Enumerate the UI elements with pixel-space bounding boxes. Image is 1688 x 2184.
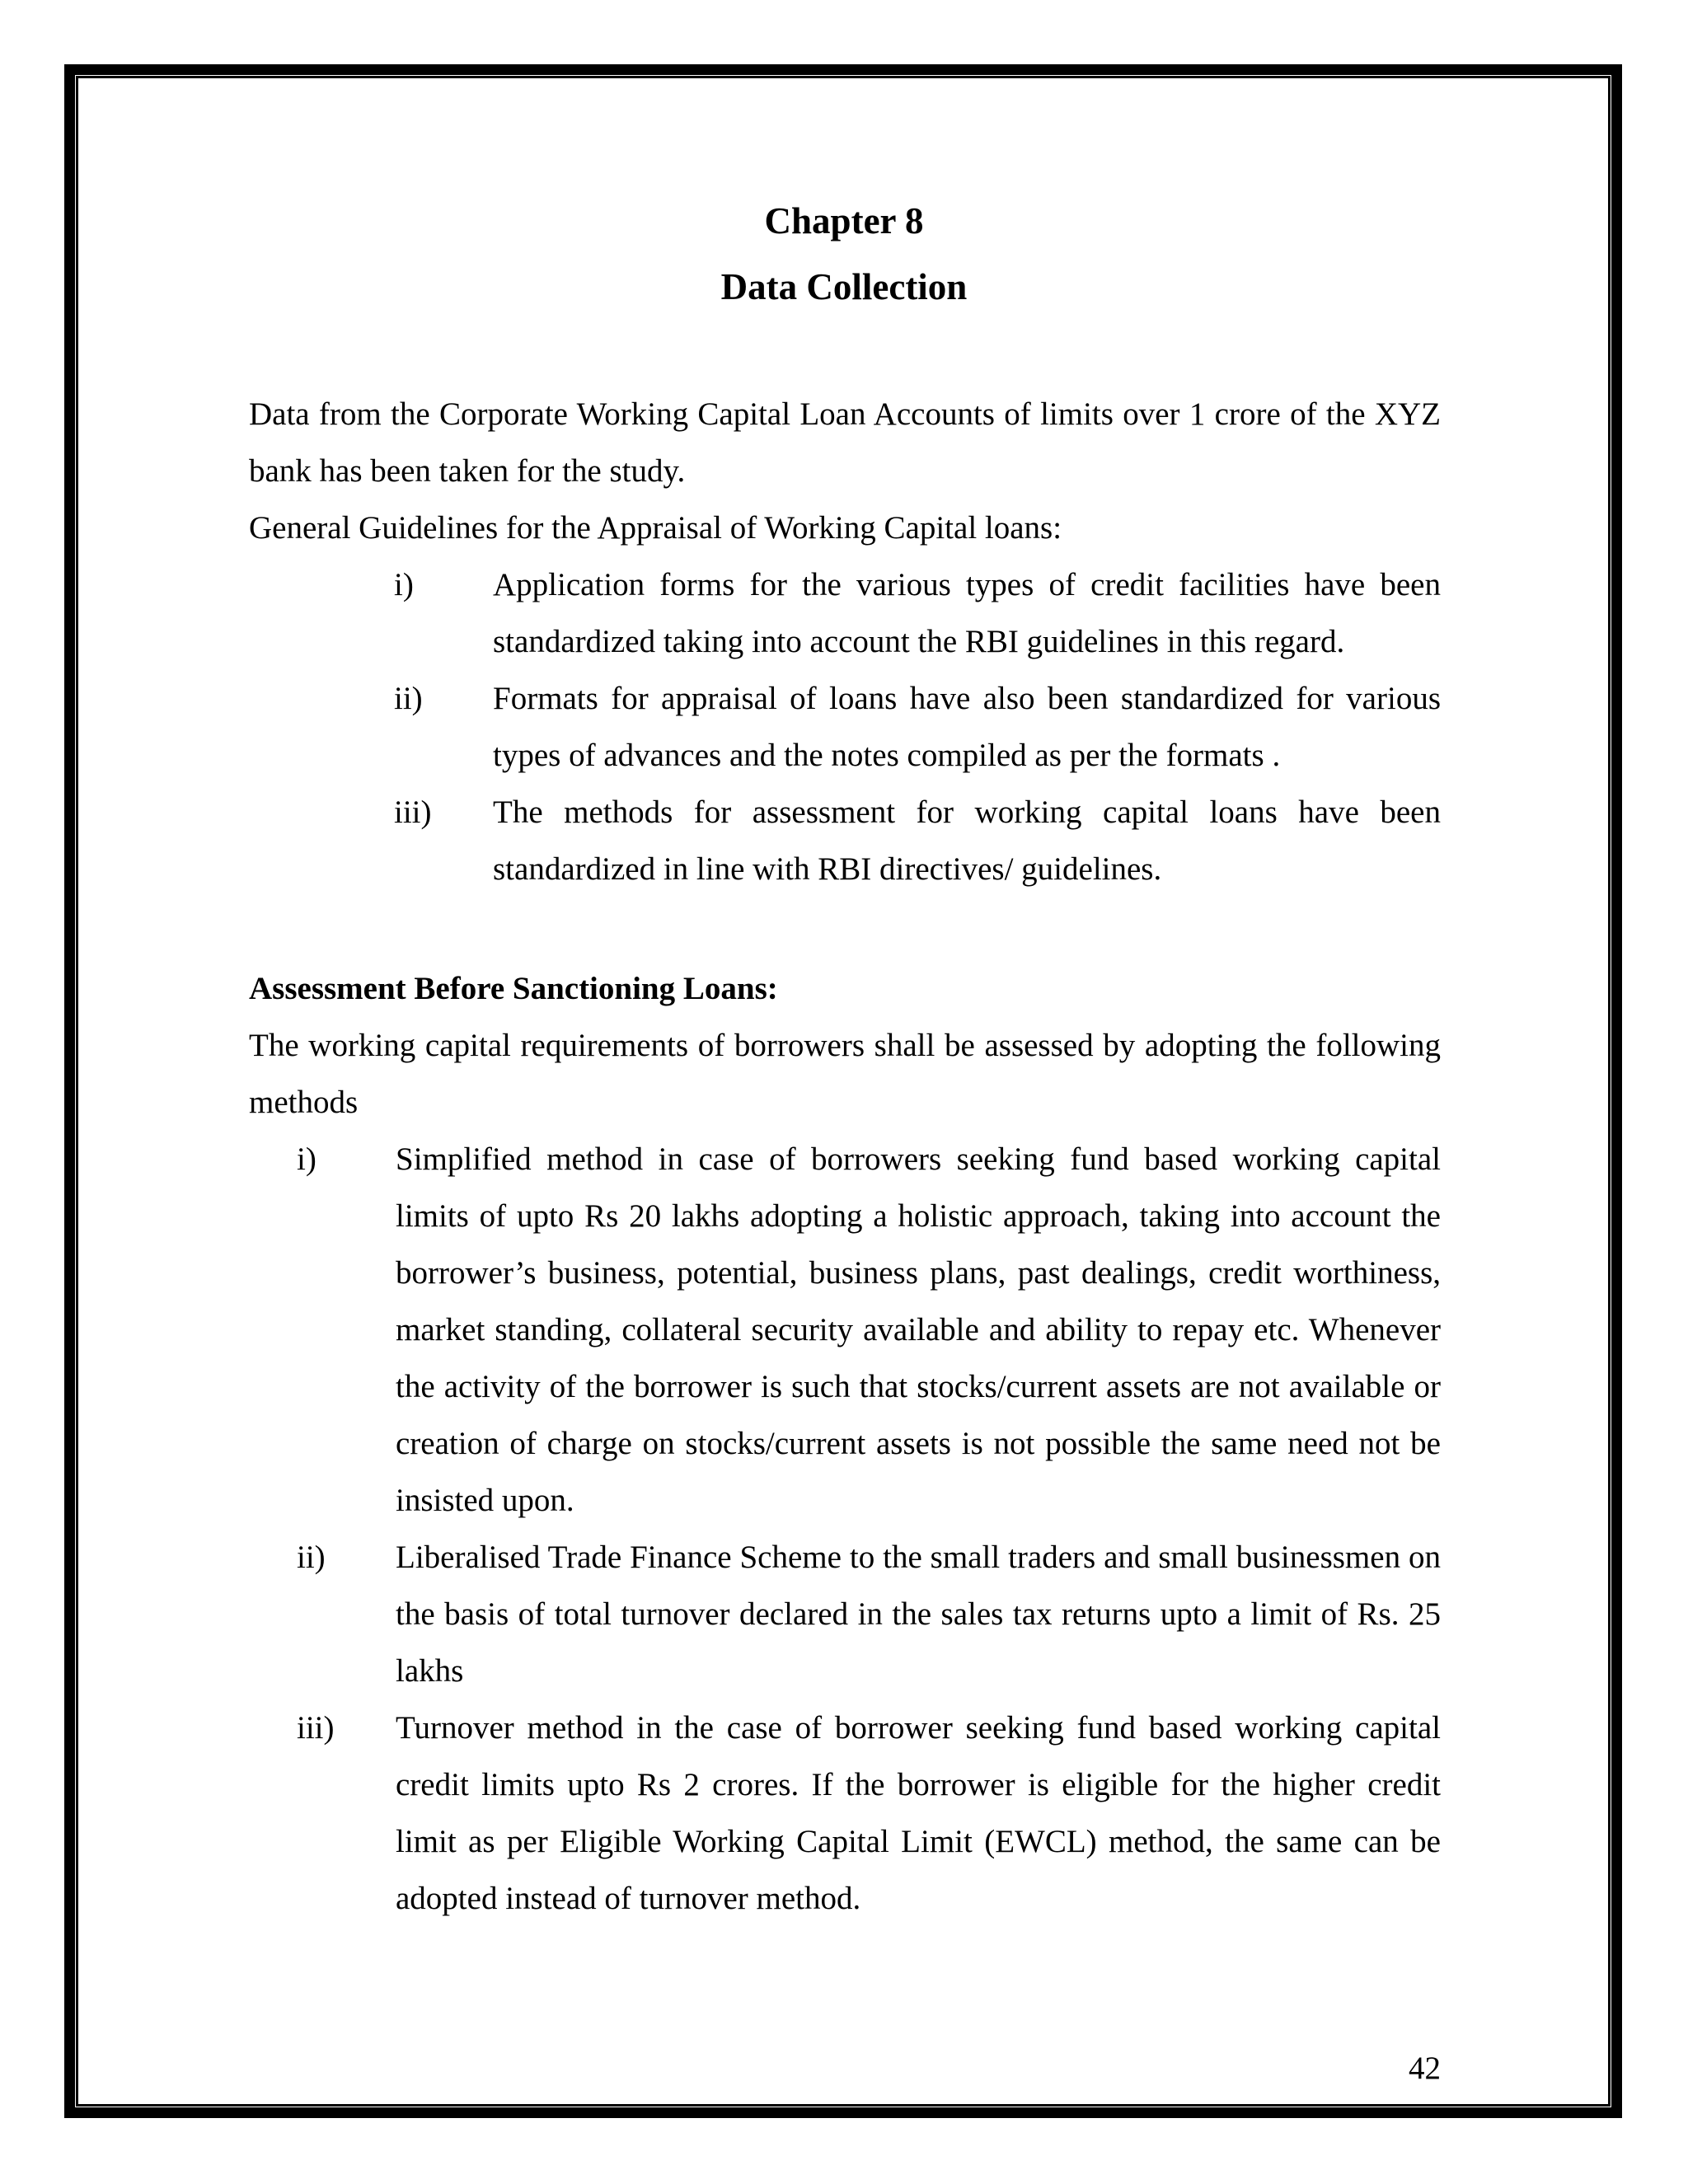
method-number: iii) (297, 1710, 335, 1746)
guideline-number: i) (394, 567, 414, 602)
method-text: Turnover method in the case of borrower seeking fund based working capital credit limits upto Rs 2 crores. If the borrower is eligible for the higher credit limit as per Eligible Working Capital Limit (EWCL) method, the same can be adopted instead of turnover method. (396, 1710, 1441, 1916)
intro-paragraph: Data from the Corporate Working Capital Loan Accounts of limits over 1 crore of the XYZ bank has been taken for the study. (249, 396, 1441, 489)
assessment-heading: Assessment Before Sanctioning Loans: (249, 971, 778, 1006)
assessment-paragraph: The working capital requirements of borrowers shall be assessed by adopting the following methods (249, 1028, 1441, 1120)
chapter-title: Chapter 8 (764, 200, 924, 241)
method-text: Liberalised Trade Finance Scheme to the small traders and small businessmen on the basis of total turnover declared in the sales tax returns upto a limit of Rs. 25 lakhs (396, 1540, 1441, 1689)
page-number: 42 (1409, 2050, 1441, 2086)
guideline-number: iii) (394, 794, 432, 830)
guideline-text: Formats for appraisal of loans have also been standardized for various types of advances and the notes compiled as per the formats . (493, 681, 1441, 773)
section-title: Data Collection (720, 266, 968, 307)
method-number: i) (297, 1141, 316, 1177)
guideline-number: ii) (394, 681, 423, 716)
guideline-text: The methods for assessment for working capital loans have been standardized in line with RBI directives/ guidelines. (493, 794, 1441, 887)
guidelines-heading: General Guidelines for the Appraisal of Working Capital loans: (249, 510, 1062, 546)
method-text: Simplified method in case of borrowers seeking fund based working capital limits of upto Rs 20 lakhs adopting a holistic approach, taking into account the borrower’s business, potential, business plans, past dealings, credit worthiness, market standing, collateral security available and ability to repay etc. Whenever the activity of the borrower is such that stocks/current assets are not available or creation of charge on stocks/current assets is not possible the same need not be insisted upon. (396, 1141, 1441, 1518)
guideline-text: Application forms for the various types of credit facilities have been standardized taking into account the RBI guidelines in this regard. (493, 567, 1441, 659)
method-number: ii) (297, 1540, 326, 1575)
